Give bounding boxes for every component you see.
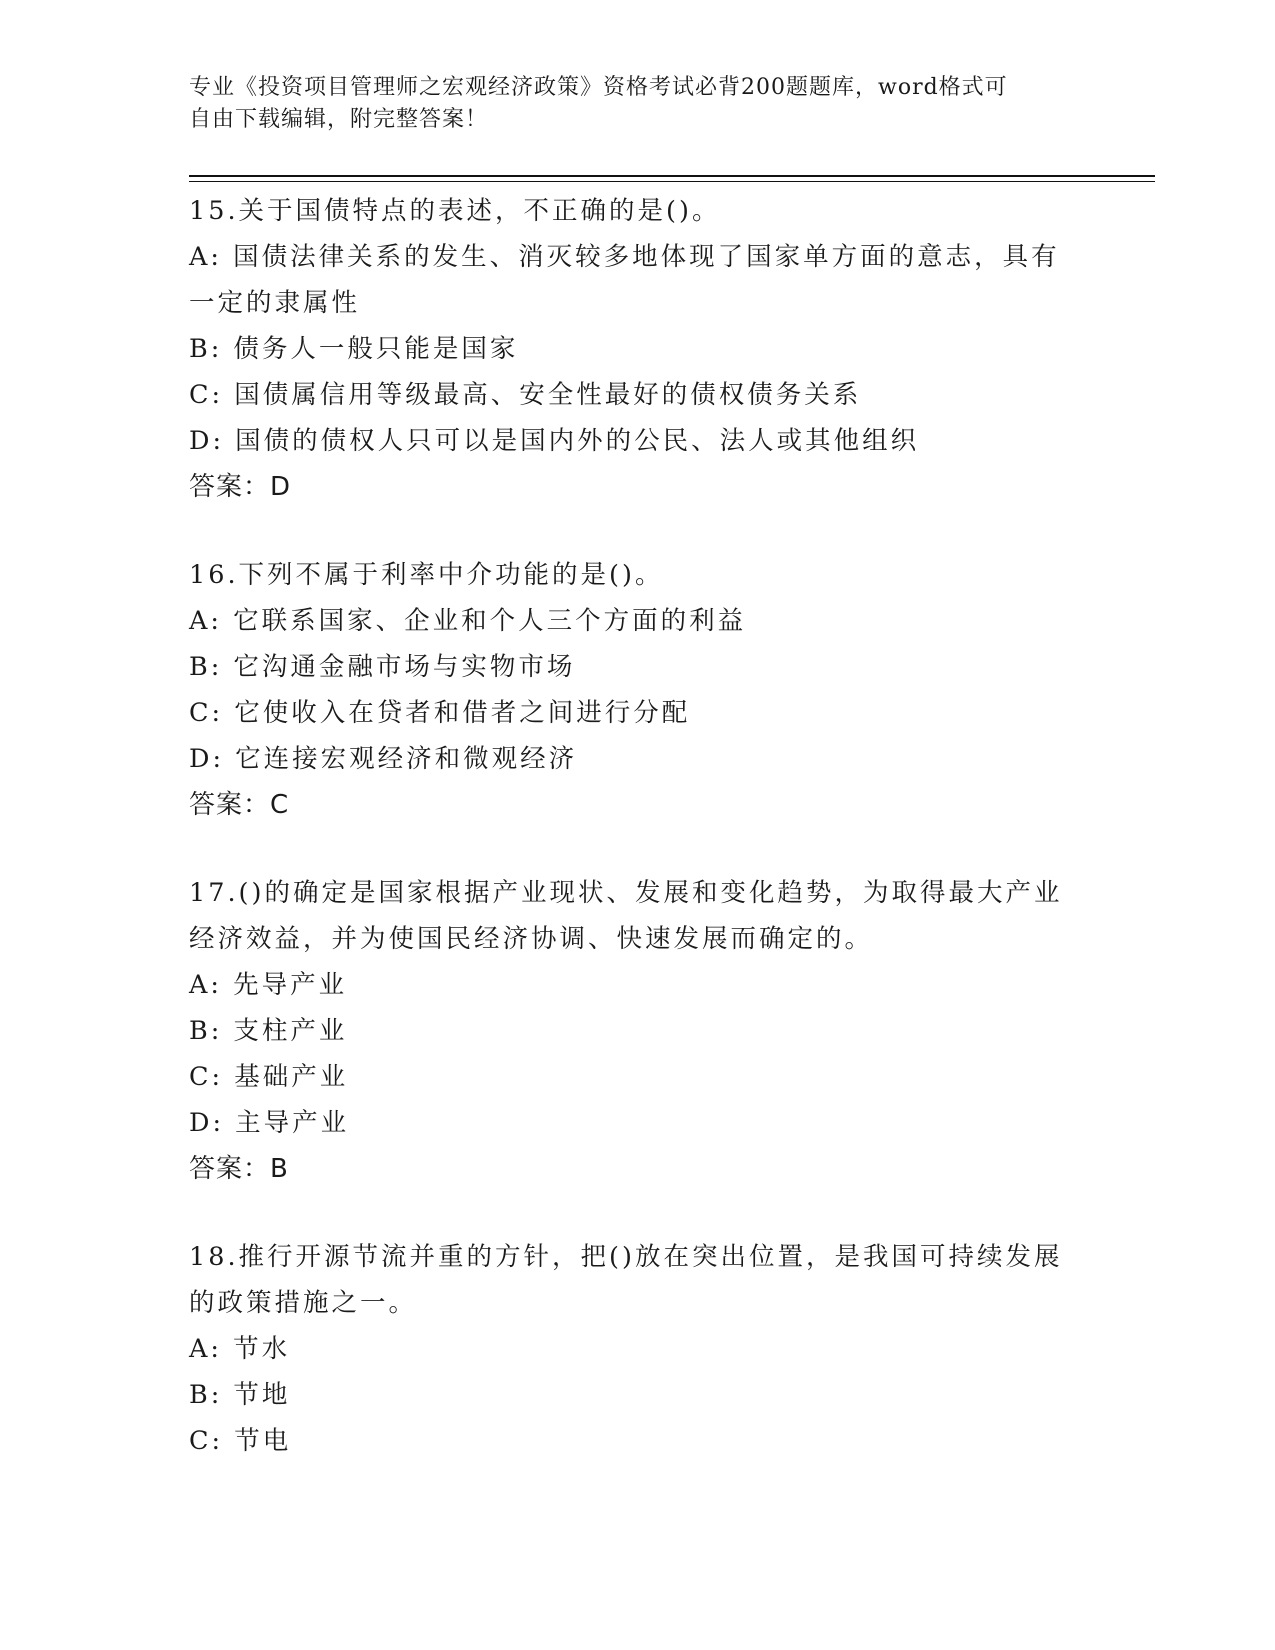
question-stem-continued: 的政策措施之一。 <box>189 1288 418 1318</box>
option-b: B: 它沟通金融市场与实物市场 <box>189 652 576 682</box>
question-stem: 16.下列不属于利率中介功能的是()。 <box>189 560 664 590</box>
option-b: B: 债务人一般只能是国家 <box>189 334 519 364</box>
question-18 <box>189 1234 1089 1464</box>
question-stem: 17.()的确定是国家根据产业现状、发展和变化趋势，为取得最大产业 <box>189 878 1063 908</box>
answer-label: 答案：D <box>189 472 292 502</box>
option-a: A: 它联系国家、企业和个人三个方面的利益 <box>189 606 747 636</box>
question-16 <box>189 552 1089 828</box>
question-17 <box>189 870 1089 1192</box>
option-c: C: 它使收入在贷者和借者之间进行分配 <box>189 698 691 728</box>
header-divider-thin <box>189 181 1155 182</box>
question-list <box>189 188 1089 1506</box>
option-c: C: 基础产业 <box>189 1062 349 1092</box>
option-d: D: 它连接宏观经济和微观经济 <box>189 744 578 774</box>
header-title-line-2: 自由下载编辑，附完整答案！ <box>189 107 489 132</box>
option-a: A: 先导产业 <box>189 970 348 1000</box>
option-a-continued: 一定的隶属性 <box>189 288 361 318</box>
question-stem: 18.推行开源节流并重的方针，把()放在突出位置，是我国可持续发展 <box>189 1242 1063 1272</box>
option-d: D: 主导产业 <box>189 1108 350 1138</box>
header-title-line-1: 专业《投资项目管理师之宏观经济政策》资格考试必背200题题库，word格式可 <box>189 75 1008 100</box>
option-c: C: 国债属信用等级最高、安全性最好的债权债务关系 <box>189 380 862 410</box>
option-a: A: 节水 <box>189 1334 291 1364</box>
option-b: B: 节地 <box>189 1380 291 1410</box>
option-d: D: 国债的债权人只可以是国内外的公民、法人或其他组织 <box>189 426 920 456</box>
option-a: A: 国债法律关系的发生、消灭较多地体现了国家单方面的意志，具有 <box>189 242 1060 272</box>
option-b: B: 支柱产业 <box>189 1016 348 1046</box>
option-c: C: 节电 <box>189 1426 292 1456</box>
answer-label: 答案：C <box>189 790 290 820</box>
question-15 <box>189 188 1089 510</box>
question-stem: 15.关于国债特点的表述，不正确的是()。 <box>189 196 721 226</box>
answer-label: 答案：B <box>189 1154 289 1184</box>
document-header <box>189 72 1069 136</box>
header-divider-thick <box>189 175 1155 177</box>
question-stem-continued: 经济效益，并为使国民经济协调、快速发展而确定的。 <box>189 924 874 954</box>
